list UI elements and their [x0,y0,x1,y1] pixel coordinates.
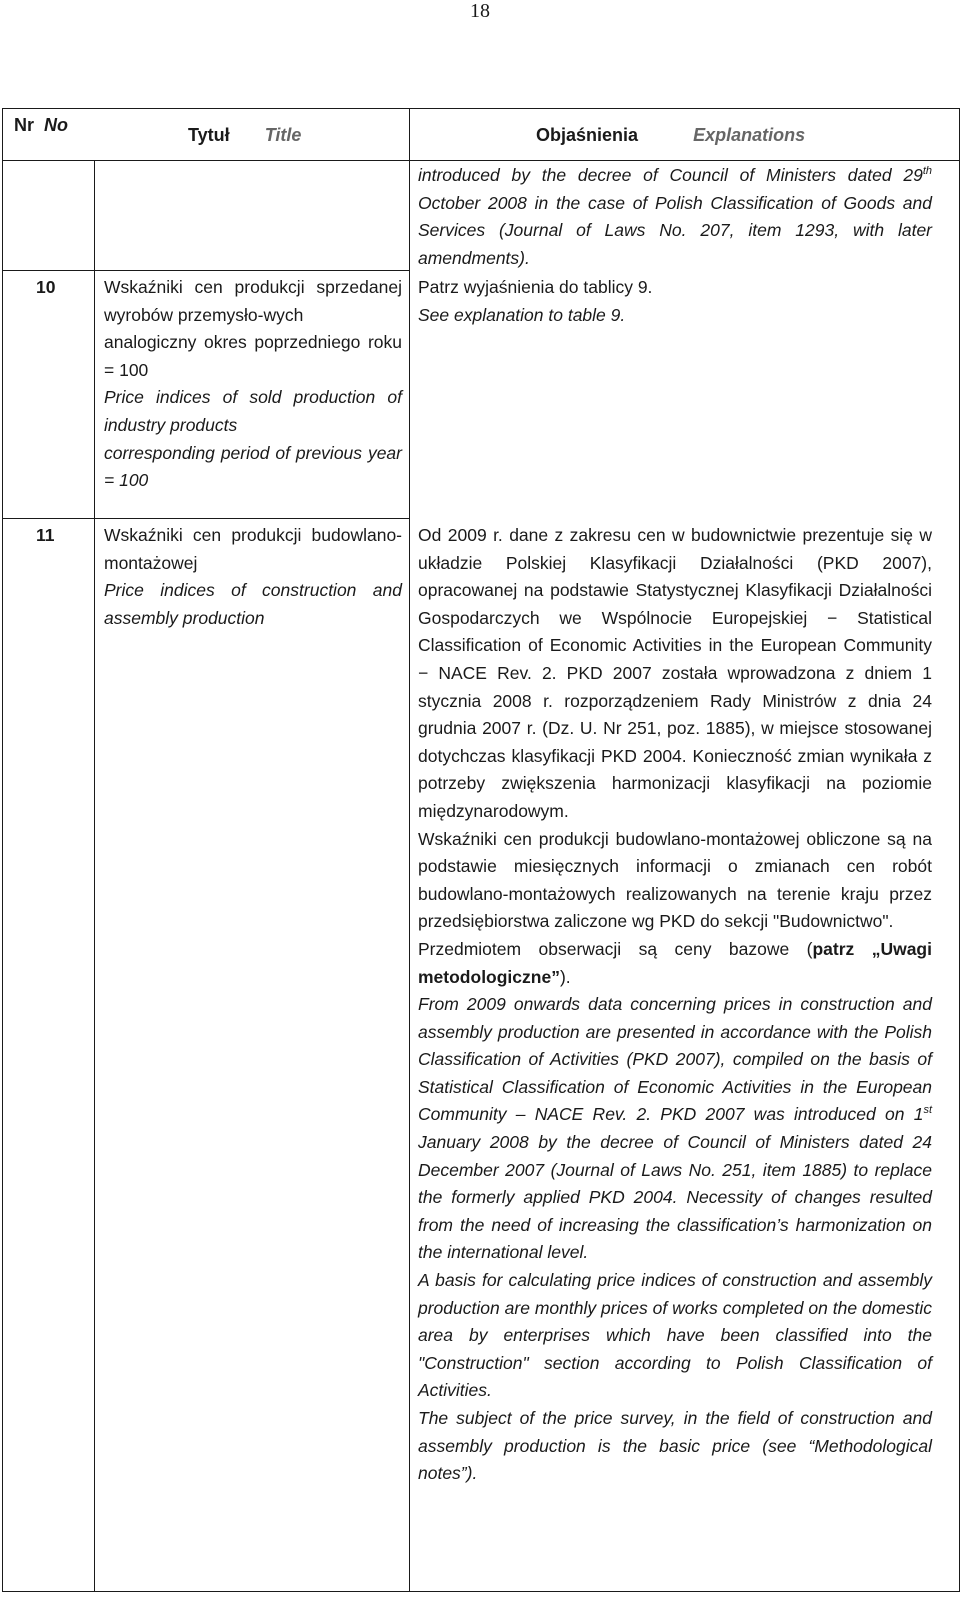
row-11-paragraph-4-rest: January 2008 by the decree of Council of Ministers dated 24 December 2007 (Journal of Laws No. 251, item 1885) to replace the formerly applied PKD 2004. Necessity of changes resulted from the need of increasing the classification’s harmonization on the international level. [418,1132,932,1263]
column-divider-number [94,160,95,1592]
row-11-paragraph-3-bold: patrz „Uwagi metodologiczne” [418,938,932,987]
header-title-pl: Tytuł [188,125,230,145]
row-11-paragraph-4 [418,991,932,1267]
explanations-table [2,108,960,1592]
header-explanations-pl: Objaśnienia [536,125,639,145]
row-11-explanation [418,522,932,1488]
header-number [14,112,68,138]
row-11-paragraph-1: Od 2009 r. dane z zakresu cen w budownictwie prezentuje się w układzie Polskiej Klasyfikacji Działalności (PKD 2007), opracowanej na podstawie Statystycznej Klasyfikacji Działalności Gospodarczych we Wspólnocie Europejskiej − Statistical Classification of Economic Activities in the European Community − NACE Rev. 2. PKD 2007 została wprowadzona z dniem 1 stycznia 2008 r. rozporządzeniem Rady Ministrów z dnia 24 grudnia 2007 r. (Dz. U. Nr 251, poz. 1885), w miejsce stosowanej dotychczas klasyfikacji PKD 2004. Konieczność zmian wynikała z potrzeby zwiększenia harmonizacji klasyfikacji na poziomie międzynarodowym. [418,525,932,821]
row-10-explanation-en: See explanation to table 9. [418,304,626,325]
row-11-title [104,522,402,632]
row-11-paragraph-3-text: Przedmiotem obserwacji są ceny bazowe ( [418,938,813,959]
row-11-paragraph-5: A basis for calculating price indices of construction and assembly production are monthly prices of works completed on the domestic area by enterprises which have been classified into the "Construction" section according to Polish Classification of Activities. [418,1270,932,1401]
continued-explanation-superscript: th [922,165,932,178]
row-10-title-en-base: corresponding period of previous year = 100 [104,442,402,491]
header-number-en: No [44,115,69,135]
header-number-pl: Nr [14,115,35,135]
continued-explanation-rest: October 2008 in the case of Polish Classification of Goods and Services (Journal of Laws No. 207, item 1293, with later amendments). [418,192,932,268]
header-title-en: Title [264,125,302,145]
row-divider-10 [2,270,410,271]
table-border-bottom [2,1591,960,1592]
row-10-title-pl-base: analogiczny okres poprzedniego roku = 100 [104,332,402,380]
page-number: 18 [470,0,490,22]
row-10-title-en: Price indices of sold production of industry products [104,387,402,435]
row-11-paragraph-3-end: ). [559,966,571,987]
table-border-top [2,108,960,109]
row-10-explanation-pl: Patrz wyjaśnienia do tablicy 9. [418,277,653,297]
continued-explanation-text: introduced by the decree of Council of Ministers dated 29 [418,165,923,185]
header-explanations [536,122,805,148]
row-11-paragraph-6: The subject of the price survey, in the field of construction and assembly production is the basic price (see “Methodological notes”). [418,1408,932,1484]
header-title [188,122,301,148]
row-11-paragraph-4-superscript: st [923,1104,932,1117]
header-explanations-en: Explanations [693,125,806,145]
row-10-title [104,274,402,495]
row-11-paragraph-3 [418,936,932,991]
row-11-title-pl: Wskaźniki cen produkcji budowlano-montażowej [104,525,402,573]
row-divider-11 [2,518,410,519]
row-10-explanation [418,274,932,329]
header-divider [2,160,960,161]
row-11-paragraph-2: Wskaźniki cen produkcji budowlano-montażowej obliczone są na podstawie miesięcznych informacji o zmianach cen robót budowlano-montażowych realizowanych na terenie kraju przez przedsiębiorstwa zaliczone wg PKD do sekcji "Budownictwo". [418,828,932,932]
row-10-title-pl: Wskaźniki cen produkcji sprzedanej wyrobów przemysło-wych [104,277,402,325]
row-11-title-en: Price indices of construction and assembly production [104,580,402,628]
continued-explanation [418,162,932,272]
row-11-paragraph-4-text: From 2009 onwards data concerning prices in construction and assembly production are presented in accordance with the Polish Classification of Activities (PKD 2007), compiled on the basis of Statistical Classification of Economic Activities in the European Community – NACE Rev. 2. PKD 2007 was introduced on 1 [418,994,932,1125]
column-divider-title [409,108,410,1592]
table-border-left [2,108,3,1592]
row-11-number: 11 [36,525,55,545]
row-10-number: 10 [36,277,56,297]
